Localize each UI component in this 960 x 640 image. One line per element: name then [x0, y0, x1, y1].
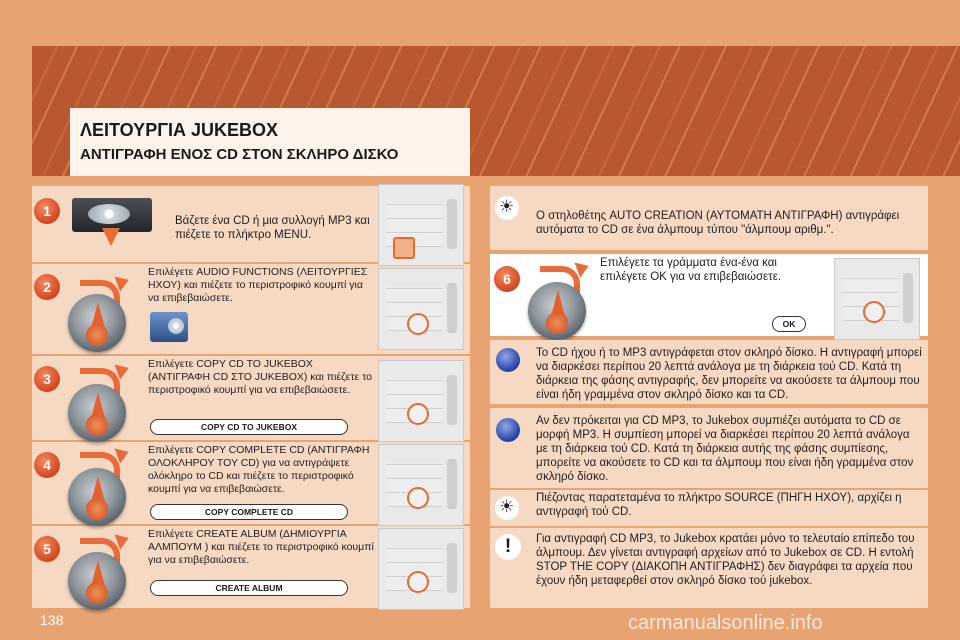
watermark: carmanualsonline.info [628, 612, 823, 634]
rotary-knob-icon [68, 294, 126, 352]
step-3-console-image [378, 360, 464, 442]
copy-time-note: Το CD ήχου ή το MP3 αντιγράφεται στον σκληρό δίσκο. Η αντιγραφή μπορεί να διαρκέσει περίπου 20 λεπτά ανάλογα με τη διάρκεια τού CD. Κατά τη διάρκεια της φάσης αντιγραφής, δεν μπορείτε να ακούσετε τα άλμπουμ που είναι ήδη γραμμένα στον σκληρό δίσκο και τα CD. [536, 347, 922, 401]
step-4-number: 4 [34, 452, 60, 478]
cd-player-icon [72, 198, 152, 232]
ok-label: OK [772, 316, 806, 332]
source-note: Πιέζοντας παρατεταμένα το πλήκτρο SOURCE (ΠΗΓΗ ΗΧΟΥ), αρχίζει η αντιγραφή τού CD. [536, 492, 902, 518]
step-3-number: 3 [34, 366, 60, 392]
copy-complete-cd-label: COPY COMPLETE CD [150, 504, 348, 520]
step-2-console-image [378, 268, 464, 350]
rotary-knob-icon [528, 282, 586, 340]
step-1-console-image [378, 184, 464, 266]
warning-note: Για αντιγραφή CD MP3, το Jukebox κρατάει μόνο το τελευταίο επίπεδο του άλμπουμ. Δεν γίνεται αντιγραφή αρχείων από το Jukebox σε CD. Η εντολή STOP THE COPY (ΔΙΑΚΟΠΗ ΑΝΤΙΓΡΑΦΗΣ) δεν διαγράφει τα αρχεία που έχουν ήδη μεταφερθεί στον σκληρό δίσκο τού jukebox. [536, 533, 915, 587]
insert-arrow-icon [102, 228, 120, 246]
step-2-text: Επιλέγετε AUDIO FUNCTIONS (ΛΕΙΤΟΥΡΓΙΕΣ ΗΧΟΥ) και πιέζετε το περιστροφικό κουμπί για να επιβεβαιώσετε. [148, 266, 368, 304]
step-5-text: Επιλέγετε CREATE ALBUM (ΔΗΜΙΟΥΡΓΙΑ ΑΛΜΠΟΥΜ ) και πιέζετε το περιστροφικό κουμπί για να επιβεβαιώσετε. [148, 528, 374, 566]
page-title: ΛΕΙΤΟΥΡΓΙΑ JUKEBOX [80, 120, 279, 140]
step-4-console-image [378, 444, 464, 526]
auto-creation-note: Ο στηλοθέτης AUTO CREATION (ΑΥΤΟΜΑΤΗ ΑΝΤΙΓΡΑΦΗ) αντιγράφει αυτόματα το CD σε ένα άλμπουμ τύπου "άλμπουμ αριθμ.". [536, 210, 900, 236]
warning-icon: ! [495, 534, 521, 560]
step-3-text: Επιλέγετε COPY CD TO JUKEBOX (ΑΝΤΙΓΡΑΦΗ CD ΣΤΟ JUKEBOX) και πιέζετε το περιστροφικό κουμπί για να επιβεβαιώσετε. [148, 358, 372, 396]
rotary-knob-icon [68, 552, 126, 610]
step-2-number: 2 [34, 274, 60, 300]
step-6-text: Επιλέγετε τα γράμματα ένα-ένα και επιλέγετε OK για να επιβεβαιώσετε. [600, 257, 782, 283]
step-1-number: 1 [34, 198, 60, 224]
light-bulb-icon [495, 196, 519, 220]
step-4-text: Επιλέγετε COPY COMPLETE CD (ΑΝΤΙΓΡΑΦΗ ΟΛΟΚΛΗΡΟΥ ΤΟΥ CD) για να αντιγράψετε ολόκληρο το CD και πιέζετε το περιστροφικό κουμπί για να επιβεβαιώσετε. [148, 444, 370, 495]
copy-cd-to-jukebox-label: COPY CD TO JUKEBOX [150, 419, 348, 435]
info-ball-icon [496, 418, 520, 442]
audio-functions-icon [150, 312, 188, 342]
light-bulb-icon [495, 496, 519, 520]
page-number: 138 [40, 612, 64, 628]
step-6-console-image [834, 258, 920, 340]
step-5-console-image [378, 528, 464, 610]
title-box [70, 108, 470, 176]
step-5-number: 5 [34, 536, 60, 562]
rotary-knob-icon [68, 468, 126, 526]
step-6-number: 6 [494, 266, 520, 292]
info-ball-icon [496, 348, 520, 372]
create-album-label: CREATE ALBUM [150, 580, 348, 596]
rotary-knob-icon [68, 384, 126, 442]
step-1-text: Βάζετε ένα CD ή μια συλλογή MP3 και πιέζετε το πλήκτρο MENU. [175, 215, 370, 241]
compress-note: Αν δεν πρόκειται για CD MP3, το Jukebox συμπιέζει αυτόματα το CD σε μορφή MP3. Η συμπίεση μπορεί να διαρκέσει περίπου 20 λεπτά ανάλογα με τη διάρκεια τού CD. Κατά τη διάρκεια αυτής της φάσης συμπίεσης, μπορείτε να ακούσετε το CD και τα άλμπουμ που είναι ήδη γραμμένα στον σκληρό δίσκο. [536, 415, 914, 483]
page-subtitle: ΑΝΤΙΓΡΑΦΗ ΕΝΟΣ CD ΣΤΟΝ ΣΚΛΗΡΟ ΔΙΣΚΟ [80, 146, 399, 163]
